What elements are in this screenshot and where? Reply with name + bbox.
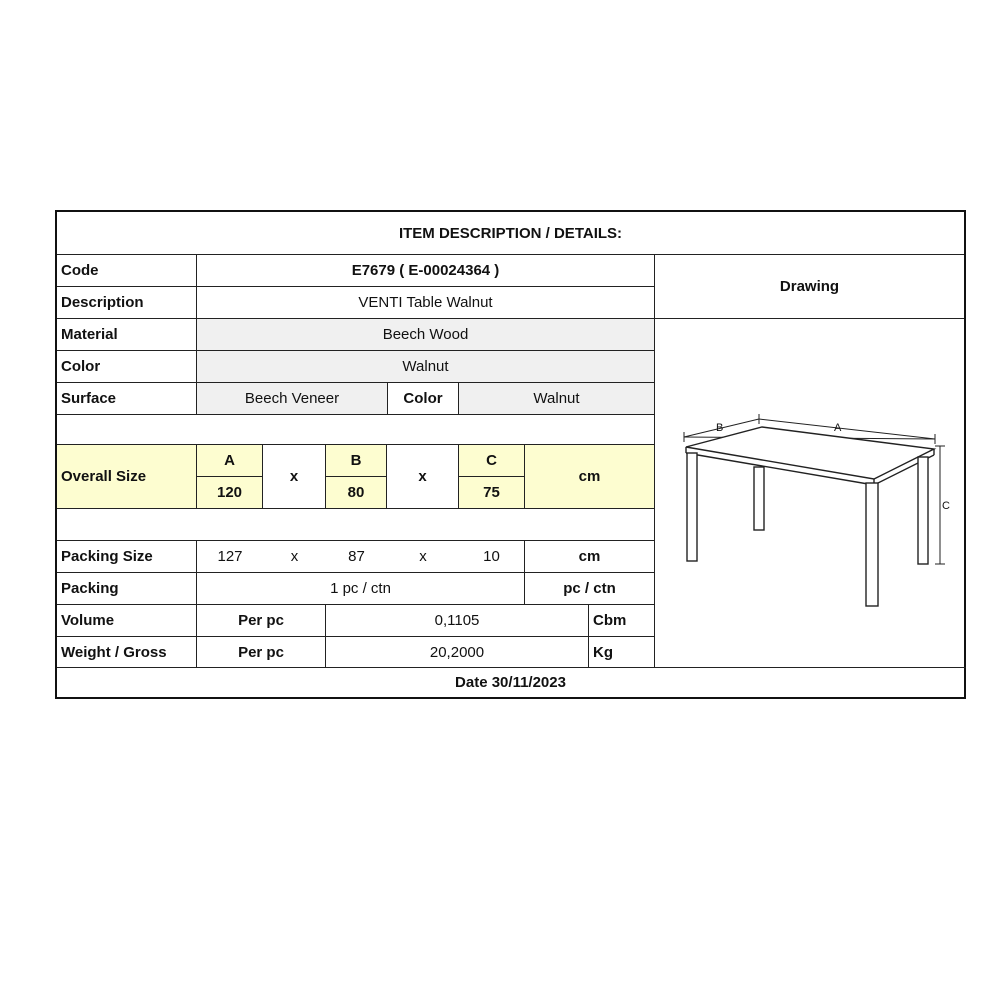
color-label: Color	[57, 351, 197, 383]
table-outline-icon	[654, 319, 966, 667]
material-value: Beech Wood	[197, 319, 655, 351]
packing-label: Packing	[57, 573, 197, 605]
packing-value: 1 pc / ctn	[197, 573, 525, 605]
surface-color-value: Walnut	[459, 383, 655, 415]
packing-size-separator: x	[387, 541, 459, 573]
overall-size-b-value: 80	[326, 477, 387, 509]
drawing-label: Drawing	[655, 255, 964, 319]
description-value: VENTI Table Walnut	[197, 287, 655, 319]
overall-size-separator: x	[387, 445, 459, 509]
packing-size-a-value: 127	[197, 541, 263, 573]
volume-unit: Cbm	[589, 605, 655, 637]
packing-size-b-value: 87	[326, 541, 387, 573]
weight-value: 20,2000	[326, 637, 589, 668]
spacer-row	[57, 415, 655, 445]
drawing-dim-a: A	[834, 422, 842, 434]
drawing-dim-b: B	[716, 422, 724, 434]
surface-value: Beech Veneer	[197, 383, 388, 415]
material-label: Material	[57, 319, 197, 351]
description-label: Description	[57, 287, 197, 319]
volume-per-label: Per pc	[197, 605, 326, 637]
volume-label: Volume	[57, 605, 197, 637]
code-label: Code	[57, 255, 197, 287]
packing-size-c-value: 10	[459, 541, 525, 573]
packing-size-unit: cm	[525, 541, 655, 573]
volume-value: 0,1105	[326, 605, 589, 637]
spacer-row	[57, 509, 655, 541]
surface-color-label: Color	[388, 383, 459, 415]
drawing-dim-c: C	[942, 500, 950, 512]
overall-size-unit: cm	[525, 445, 655, 509]
weight-unit: Kg	[589, 637, 655, 668]
packing-size-separator: x	[263, 541, 326, 573]
overall-size-c-header: C	[459, 445, 525, 477]
packing-size-label: Packing Size	[57, 541, 197, 573]
footer-date: Date 30/11/2023	[455, 674, 566, 691]
overall-size-a-header: A	[197, 445, 263, 477]
surface-label: Surface	[57, 383, 197, 415]
sheet-title: ITEM DESCRIPTION / DETAILS:	[57, 212, 964, 255]
table-drawing	[654, 319, 966, 668]
weight-per-label: Per pc	[197, 637, 326, 668]
code-value: E7679 ( E-00024364 )	[197, 255, 655, 287]
item-details-sheet	[55, 210, 966, 699]
overall-size-separator: x	[263, 445, 326, 509]
overall-size-b-header: B	[326, 445, 387, 477]
weight-label: Weight / Gross	[57, 637, 197, 668]
packing-unit: pc / ctn	[525, 573, 655, 605]
overall-size-a-value: 120	[197, 477, 263, 509]
color-value: Walnut	[197, 351, 655, 383]
overall-size-c-value: 75	[459, 477, 525, 509]
overall-size-label: Overall Size	[57, 445, 197, 509]
